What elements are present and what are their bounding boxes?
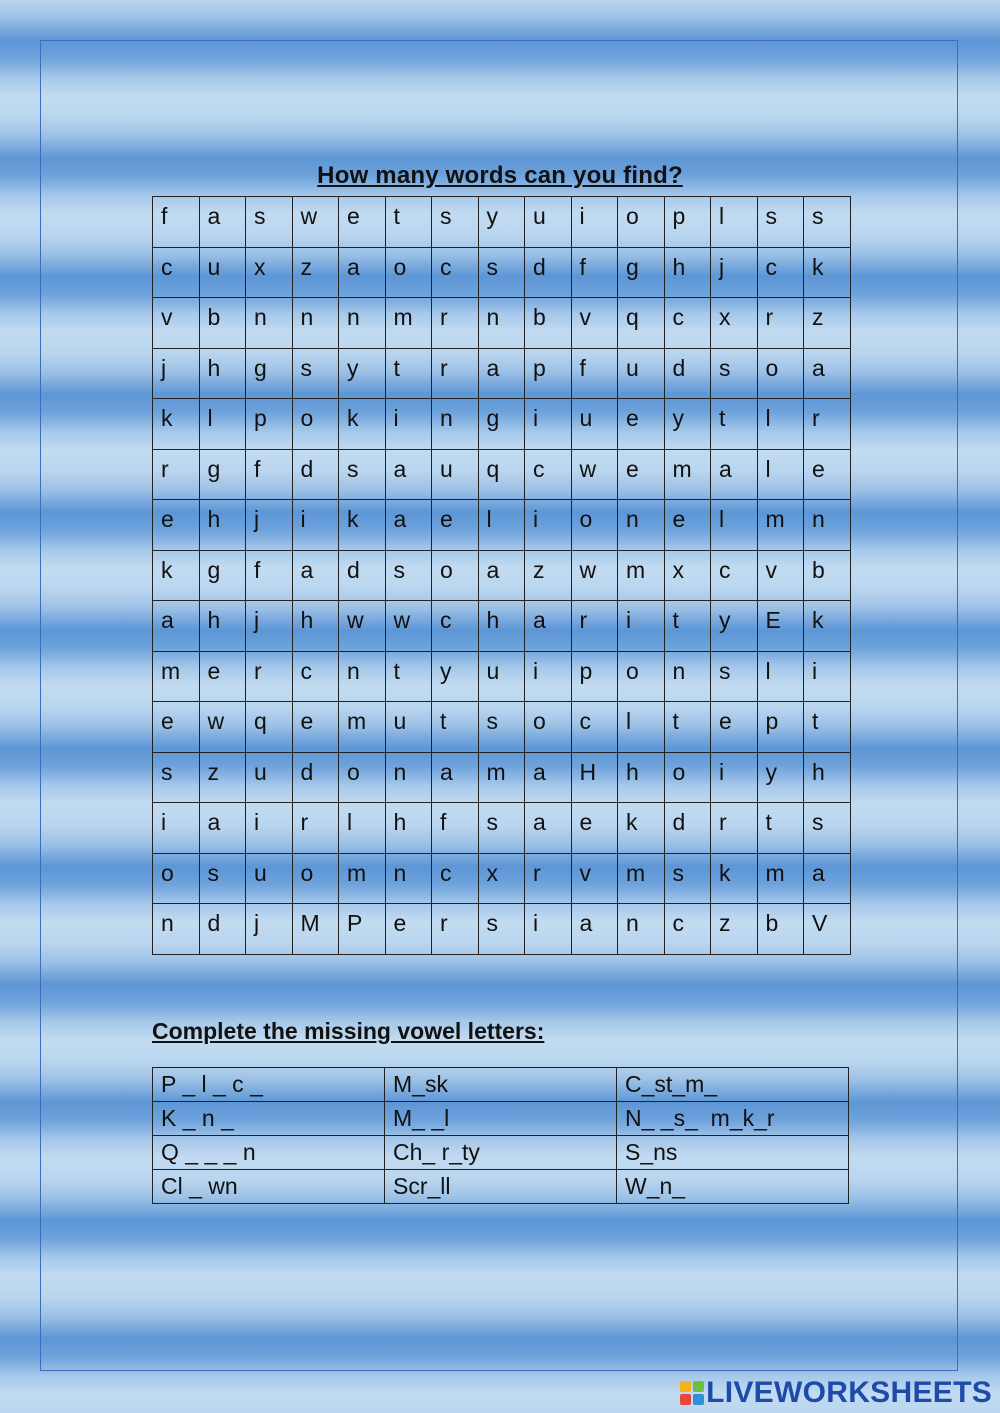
grid-cell[interactable]: w — [199, 702, 246, 753]
grid-cell[interactable]: x — [478, 853, 525, 904]
grid-cell[interactable]: e — [339, 197, 386, 248]
grid-cell[interactable]: p — [571, 651, 618, 702]
grid-cell[interactable]: n — [339, 298, 386, 349]
grid-row — [153, 500, 851, 551]
grid-cell[interactable]: s — [711, 348, 758, 399]
grid-row — [153, 651, 851, 702]
grid-cell[interactable]: o — [292, 399, 339, 450]
brand-name: LIVEWORKSHEETS — [706, 1376, 992, 1409]
grid-cell[interactable]: d — [199, 904, 246, 955]
grid-cell[interactable]: t — [804, 702, 851, 753]
grid-cell[interactable]: d — [339, 550, 386, 601]
grid-cell[interactable]: l — [478, 500, 525, 551]
vowels-cell[interactable]: W_n_ — [617, 1170, 849, 1204]
grid-cell[interactable]: q — [246, 702, 293, 753]
grid-cell[interactable]: V — [804, 904, 851, 955]
vowels-cell[interactable]: Cl _ wn — [153, 1170, 385, 1204]
grid-cell[interactable]: e — [711, 702, 758, 753]
grid-cell[interactable]: t — [664, 601, 711, 652]
grid-cell[interactable]: a — [339, 247, 386, 298]
grid-cell[interactable]: o — [432, 550, 479, 601]
vowels-row — [153, 1170, 849, 1204]
vowels-cell[interactable]: M_sk — [385, 1068, 617, 1102]
grid-cell[interactable]: s — [478, 702, 525, 753]
grid-cell[interactable]: p — [246, 399, 293, 450]
grid-cell[interactable]: e — [571, 803, 618, 854]
grid-cell[interactable]: f — [246, 449, 293, 500]
grid-cell[interactable]: n — [804, 500, 851, 551]
grid-cell[interactable]: i — [153, 803, 200, 854]
grid-cell[interactable]: u — [199, 247, 246, 298]
grid-cell[interactable]: n — [618, 500, 665, 551]
grid-cell[interactable]: v — [571, 298, 618, 349]
grid-cell[interactable]: t — [385, 651, 432, 702]
grid-cell[interactable]: s — [478, 904, 525, 955]
grid-row — [153, 702, 851, 753]
grid-cell[interactable]: k — [711, 853, 758, 904]
grid-cell[interactable]: a — [525, 601, 572, 652]
grid-cell[interactable]: e — [804, 449, 851, 500]
grid-cell[interactable]: H — [571, 752, 618, 803]
grid-row — [153, 752, 851, 803]
grid-row — [153, 550, 851, 601]
word-search-grid — [152, 196, 851, 955]
grid-cell[interactable]: l — [757, 399, 804, 450]
grid-cell[interactable]: w — [385, 601, 432, 652]
grid-cell[interactable]: l — [757, 651, 804, 702]
grid-cell[interactable]: g — [246, 348, 293, 399]
grid-cell[interactable]: i — [525, 399, 572, 450]
grid-cell[interactable]: c — [432, 601, 479, 652]
grid-cell[interactable]: g — [199, 449, 246, 500]
grid-row — [153, 399, 851, 450]
vowels-cell[interactable]: Scr_ll — [385, 1170, 617, 1204]
grid-cell[interactable]: z — [292, 247, 339, 298]
grid-cell[interactable]: c — [711, 550, 758, 601]
grid-cell[interactable]: r — [711, 803, 758, 854]
grid-cell[interactable]: c — [292, 651, 339, 702]
grid-cell[interactable]: a — [804, 853, 851, 904]
grid-cell[interactable]: m — [757, 500, 804, 551]
vowels-cell[interactable]: N_ _s_ m_k_r — [617, 1102, 849, 1136]
grid-cell[interactable]: z — [199, 752, 246, 803]
grid-cell[interactable]: h — [385, 803, 432, 854]
grid-cell[interactable]: s — [664, 853, 711, 904]
grid-row — [153, 853, 851, 904]
grid-cell[interactable]: j — [246, 904, 293, 955]
grid-cell[interactable]: m — [664, 449, 711, 500]
grid-cell[interactable]: a — [525, 803, 572, 854]
grid-cell[interactable]: w — [571, 550, 618, 601]
grid-cell[interactable]: h — [664, 247, 711, 298]
grid-cell[interactable]: v — [153, 298, 200, 349]
grid-cell[interactable]: a — [432, 752, 479, 803]
grid-cell[interactable]: z — [711, 904, 758, 955]
grid-cell[interactable]: e — [153, 702, 200, 753]
grid-cell[interactable]: k — [339, 500, 386, 551]
grid-cell[interactable]: n — [246, 298, 293, 349]
grid-cell[interactable]: v — [571, 853, 618, 904]
grid-cell[interactable]: h — [292, 601, 339, 652]
vowels-cell[interactable]: Q _ _ _ n — [153, 1136, 385, 1170]
grid-cell[interactable]: r — [525, 853, 572, 904]
grid-cell[interactable]: n — [432, 399, 479, 450]
grid-cell[interactable]: i — [525, 651, 572, 702]
grid-cell[interactable]: w — [571, 449, 618, 500]
grid-cell[interactable]: i — [246, 803, 293, 854]
grid-cell[interactable]: P — [339, 904, 386, 955]
grid-cell[interactable]: r — [292, 803, 339, 854]
grid-cell[interactable]: n — [385, 853, 432, 904]
grid-cell[interactable]: e — [664, 500, 711, 551]
grid-cell[interactable]: d — [292, 752, 339, 803]
grid-cell[interactable]: k — [804, 601, 851, 652]
grid-cell[interactable]: x — [664, 550, 711, 601]
grid-cell[interactable]: f — [571, 247, 618, 298]
grid-cell[interactable]: l — [339, 803, 386, 854]
grid-cell[interactable]: i — [618, 601, 665, 652]
grid-cell[interactable]: u — [246, 853, 293, 904]
grid-cell[interactable]: h — [199, 348, 246, 399]
grid-cell[interactable]: m — [339, 853, 386, 904]
grid-cell[interactable]: a — [571, 904, 618, 955]
vowels-row — [153, 1136, 849, 1170]
grid-cell[interactable]: m — [618, 853, 665, 904]
grid-cell[interactable]: x — [711, 298, 758, 349]
grid-cell[interactable]: m — [385, 298, 432, 349]
grid-cell[interactable]: a — [478, 348, 525, 399]
grid-cell[interactable]: a — [292, 550, 339, 601]
grid-cell[interactable]: c — [153, 247, 200, 298]
grid-cell[interactable]: E — [757, 601, 804, 652]
grid-cell[interactable]: h — [199, 500, 246, 551]
grid-cell[interactable]: f — [246, 550, 293, 601]
grid-cell[interactable]: k — [618, 803, 665, 854]
grid-cell[interactable]: d — [292, 449, 339, 500]
grid-cell[interactable]: d — [664, 348, 711, 399]
grid-cell[interactable]: u — [478, 651, 525, 702]
vowels-heading: Complete the missing vowel letters: — [152, 1018, 545, 1044]
grid-cell[interactable]: s — [199, 853, 246, 904]
grid-cell[interactable]: n — [664, 651, 711, 702]
grid-cell[interactable]: t — [385, 348, 432, 399]
grid-cell[interactable]: a — [525, 752, 572, 803]
grid-cell[interactable]: p — [664, 197, 711, 248]
grid-cell[interactable]: c — [432, 247, 479, 298]
grid-cell[interactable]: s — [478, 247, 525, 298]
grid-cell[interactable]: f — [571, 348, 618, 399]
grid-cell[interactable]: j — [153, 348, 200, 399]
grid-cell[interactable]: a — [711, 449, 758, 500]
grid-cell[interactable]: u — [246, 752, 293, 803]
grid-cell[interactable]: u — [432, 449, 479, 500]
grid-cell[interactable]: e — [432, 500, 479, 551]
grid-cell[interactable]: h — [618, 752, 665, 803]
grid-cell[interactable]: t — [711, 399, 758, 450]
grid-cell[interactable]: m — [478, 752, 525, 803]
grid-cell[interactable]: n — [292, 298, 339, 349]
grid-cell[interactable]: j — [246, 601, 293, 652]
grid-cell[interactable]: g — [618, 247, 665, 298]
grid-cell[interactable]: t — [757, 803, 804, 854]
grid-cell[interactable]: b — [199, 298, 246, 349]
grid-cell[interactable]: l — [199, 399, 246, 450]
grid-cell[interactable]: q — [478, 449, 525, 500]
grid-cell[interactable]: i — [525, 904, 572, 955]
grid-row — [153, 449, 851, 500]
grid-cell[interactable]: a — [804, 348, 851, 399]
grid-cell[interactable]: a — [199, 803, 246, 854]
vowels-cell[interactable]: M_ _l — [385, 1102, 617, 1136]
grid-cell[interactable]: c — [432, 853, 479, 904]
grid-cell[interactable]: t — [432, 702, 479, 753]
grid-cell[interactable]: f — [153, 197, 200, 248]
grid-cell[interactable]: s — [478, 803, 525, 854]
grid-cell[interactable]: w — [292, 197, 339, 248]
grid-cell[interactable]: p — [525, 348, 572, 399]
grid-cell[interactable]: q — [618, 298, 665, 349]
grid-cell[interactable]: r — [432, 298, 479, 349]
grid-cell[interactable]: b — [757, 904, 804, 955]
grid-cell[interactable]: i — [292, 500, 339, 551]
grid-cell[interactable]: k — [153, 399, 200, 450]
grid-cell[interactable]: s — [292, 348, 339, 399]
grid-cell[interactable]: u — [385, 702, 432, 753]
grid-cell[interactable]: n — [153, 904, 200, 955]
grid-cell[interactable]: m — [153, 651, 200, 702]
grid-cell[interactable]: n — [339, 651, 386, 702]
grid-cell[interactable]: t — [385, 197, 432, 248]
grid-cell[interactable]: u — [618, 348, 665, 399]
vowels-cell[interactable]: Ch_ r_ty — [385, 1136, 617, 1170]
vowels-cell[interactable]: P _ l _ c _ — [153, 1068, 385, 1102]
liveworksheets-brand[interactable] — [680, 1376, 992, 1410]
grid-row — [153, 803, 851, 854]
grid-cell[interactable]: s — [432, 197, 479, 248]
grid-cell[interactable]: b — [525, 298, 572, 349]
vowels-row — [153, 1102, 849, 1136]
grid-row — [153, 247, 851, 298]
grid-cell[interactable]: i — [804, 651, 851, 702]
grid-cell[interactable]: y — [432, 651, 479, 702]
grid-cell[interactable]: y — [339, 348, 386, 399]
grid-cell[interactable]: h — [478, 601, 525, 652]
grid-cell[interactable]: i — [525, 500, 572, 551]
grid-cell[interactable]: o — [385, 247, 432, 298]
grid-cell[interactable]: o — [339, 752, 386, 803]
grid-cell[interactable]: a — [385, 449, 432, 500]
vowels-table — [152, 1067, 849, 1204]
vowels-cell[interactable]: S_ns — [617, 1136, 849, 1170]
grid-cell[interactable]: l — [618, 702, 665, 753]
grid-cell[interactable]: o — [292, 853, 339, 904]
grid-cell[interactable]: n — [478, 298, 525, 349]
page-title: How many words can you find? — [317, 162, 683, 189]
grid-cell[interactable]: y — [711, 601, 758, 652]
grid-cell[interactable]: i — [711, 752, 758, 803]
grid-cell[interactable]: o — [618, 197, 665, 248]
grid-cell[interactable]: l — [711, 197, 758, 248]
grid-cell[interactable]: z — [804, 298, 851, 349]
grid-cell[interactable]: s — [246, 197, 293, 248]
grid-cell[interactable]: w — [339, 601, 386, 652]
grid-cell[interactable]: v — [757, 550, 804, 601]
grid-cell[interactable]: l — [711, 500, 758, 551]
grid-cell[interactable]: b — [804, 550, 851, 601]
grid-cell[interactable]: i — [385, 399, 432, 450]
grid-cell[interactable]: a — [478, 550, 525, 601]
grid-cell[interactable]: d — [664, 803, 711, 854]
grid-cell[interactable]: i — [571, 197, 618, 248]
vowels-cell[interactable]: K _ n _ — [153, 1102, 385, 1136]
grid-cell[interactable]: c — [571, 702, 618, 753]
grid-cell[interactable]: c — [757, 247, 804, 298]
grid-cell[interactable]: z — [525, 550, 572, 601]
grid-cell[interactable]: o — [664, 752, 711, 803]
grid-cell[interactable]: m — [757, 853, 804, 904]
grid-cell[interactable]: s — [804, 803, 851, 854]
grid-cell[interactable]: e — [618, 399, 665, 450]
grid-cell[interactable]: f — [432, 803, 479, 854]
grid-cell[interactable]: d — [525, 247, 572, 298]
grid-cell[interactable]: s — [339, 449, 386, 500]
grid-cell[interactable]: o — [525, 702, 572, 753]
grid-cell[interactable]: a — [385, 500, 432, 551]
grid-cell[interactable]: h — [199, 601, 246, 652]
grid-cell[interactable]: c — [664, 298, 711, 349]
grid-row — [153, 298, 851, 349]
grid-cell[interactable]: e — [199, 651, 246, 702]
grid-cell[interactable]: o — [757, 348, 804, 399]
grid-cell[interactable]: r — [432, 904, 479, 955]
grid-cell[interactable]: u — [571, 399, 618, 450]
grid-cell[interactable]: h — [804, 752, 851, 803]
grid-cell[interactable]: j — [711, 247, 758, 298]
grid-cell[interactable]: a — [153, 601, 200, 652]
grid-cell[interactable]: r — [571, 601, 618, 652]
grid-cell[interactable]: r — [246, 651, 293, 702]
grid-row — [153, 197, 851, 248]
grid-cell[interactable]: l — [757, 449, 804, 500]
grid-cell[interactable]: y — [664, 399, 711, 450]
grid-cell[interactable]: s — [757, 197, 804, 248]
grid-cell[interactable]: r — [804, 399, 851, 450]
grid-cell[interactable]: k — [804, 247, 851, 298]
grid-cell[interactable]: r — [432, 348, 479, 399]
grid-cell[interactable]: n — [385, 752, 432, 803]
grid-cell[interactable]: o — [571, 500, 618, 551]
grid-cell[interactable]: c — [525, 449, 572, 500]
grid-cell[interactable]: y — [757, 752, 804, 803]
grid-cell[interactable]: m — [618, 550, 665, 601]
grid-cell[interactable]: s — [153, 752, 200, 803]
grid-cell[interactable]: x — [246, 247, 293, 298]
grid-row — [153, 904, 851, 955]
liveworksheets-logo-icon — [680, 1381, 704, 1405]
grid-cell[interactable]: k — [153, 550, 200, 601]
grid-cell[interactable]: o — [618, 651, 665, 702]
grid-cell[interactable]: a — [199, 197, 246, 248]
grid-cell[interactable]: u — [525, 197, 572, 248]
grid-cell[interactable]: e — [618, 449, 665, 500]
grid-cell[interactable]: y — [478, 197, 525, 248]
grid-cell[interactable]: e — [153, 500, 200, 551]
grid-cell[interactable]: g — [478, 399, 525, 450]
grid-cell[interactable]: e — [385, 904, 432, 955]
grid-row — [153, 348, 851, 399]
grid-cell[interactable]: r — [757, 298, 804, 349]
grid-row — [153, 601, 851, 652]
grid-cell[interactable]: s — [711, 651, 758, 702]
grid-cell[interactable]: t — [664, 702, 711, 753]
grid-cell[interactable]: p — [757, 702, 804, 753]
vowels-row — [153, 1068, 849, 1102]
grid-cell[interactable]: m — [339, 702, 386, 753]
grid-cell[interactable]: k — [339, 399, 386, 450]
vowels-cell[interactable]: C_st_m_ — [617, 1068, 849, 1102]
grid-cell[interactable]: s — [804, 197, 851, 248]
grid-cell[interactable]: o — [153, 853, 200, 904]
grid-cell[interactable]: n — [618, 904, 665, 955]
grid-cell[interactable]: c — [664, 904, 711, 955]
grid-cell[interactable]: e — [292, 702, 339, 753]
grid-cell[interactable]: g — [199, 550, 246, 601]
grid-cell[interactable]: j — [246, 500, 293, 551]
grid-cell[interactable]: M — [292, 904, 339, 955]
grid-cell[interactable]: s — [385, 550, 432, 601]
grid-cell[interactable]: r — [153, 449, 200, 500]
